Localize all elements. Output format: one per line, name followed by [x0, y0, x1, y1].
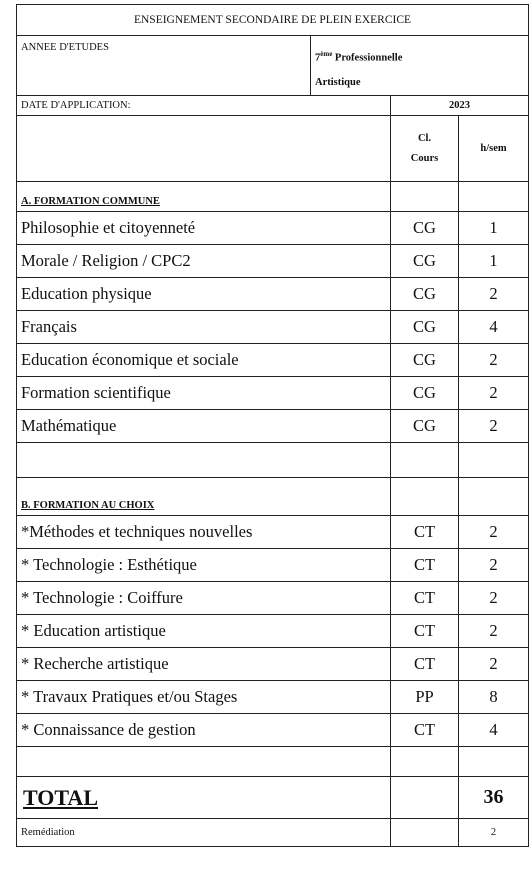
hours-cell: 2 [459, 377, 529, 410]
document-title: ENSEIGNEMENT SECONDAIRE DE PLEIN EXERCICE [17, 5, 529, 36]
class-cell: CT [391, 582, 459, 615]
section-choix-title: B. FORMATION AU CHOIX [17, 478, 391, 516]
remediation-label: Remédiation [17, 819, 391, 847]
section-choix-row [17, 478, 529, 516]
class-cell: CG [391, 311, 459, 344]
class-cell: CG [391, 278, 459, 311]
subject-cell: Morale / Religion / CPC2 [17, 245, 391, 278]
annee-label: ANNEE D'ETUDES [17, 36, 311, 96]
table-row [17, 311, 529, 344]
empty-cell [459, 478, 529, 516]
empty-cell [459, 747, 529, 777]
subject-cell: Français [17, 311, 391, 344]
hours-cell: 2 [459, 344, 529, 377]
annee-value-2: Artistique [315, 76, 361, 88]
subject-cell: * Travaux Pratiques et/ou Stages [17, 681, 391, 714]
section-commune-row [17, 182, 529, 212]
title-row [17, 5, 529, 36]
annee-value-1: Professionnelle [334, 52, 403, 64]
annee-sup: ème [320, 50, 333, 58]
empty-cell [391, 777, 459, 819]
annee-prefix: 7 [315, 52, 321, 64]
remediation-value: 2 [459, 819, 529, 847]
table-row [17, 212, 529, 245]
subject-cell: Formation scientifique [17, 377, 391, 410]
subject-cell: * Technologie : Coiffure [17, 582, 391, 615]
class-cell: CG [391, 344, 459, 377]
empty-cell [391, 819, 459, 847]
table-row [17, 582, 529, 615]
class-cell: CT [391, 516, 459, 549]
subject-cell: * Connaissance de gestion [17, 714, 391, 747]
hours-cell: 4 [459, 311, 529, 344]
class-cell: CG [391, 410, 459, 443]
hours-cell: 1 [459, 212, 529, 245]
total-label: TOTAL [17, 777, 391, 819]
class-cell: CG [391, 245, 459, 278]
table-row [17, 245, 529, 278]
annee-row [17, 36, 529, 96]
table-row [17, 549, 529, 582]
column-header-class-2: Cours [410, 152, 439, 164]
hours-cell: 2 [459, 516, 529, 549]
subject-cell: Education économique et sociale [17, 344, 391, 377]
section-commune-title: A. FORMATION COMMUNE [17, 182, 391, 212]
column-header-row [17, 116, 529, 182]
class-cell: CT [391, 615, 459, 648]
column-header-hours: h/sem [459, 116, 529, 182]
hours-cell: 2 [459, 410, 529, 443]
total-row [17, 777, 529, 819]
column-header-blank [17, 116, 391, 182]
column-header-class-1: Cl. [417, 132, 432, 144]
hours-cell: 2 [459, 582, 529, 615]
subject-cell: * Recherche artistique [17, 648, 391, 681]
table-row [17, 344, 529, 377]
empty-cell [391, 443, 459, 478]
subject-cell: * Education artistique [17, 615, 391, 648]
class-cell: CT [391, 714, 459, 747]
table-row [17, 410, 529, 443]
empty-cell [459, 443, 529, 478]
subject-cell: Education physique [17, 278, 391, 311]
column-header-class [391, 116, 459, 182]
hours-cell: 4 [459, 714, 529, 747]
schedule-table [16, 4, 529, 847]
class-cell: CG [391, 377, 459, 410]
spacer-row [17, 747, 529, 777]
subject-cell: Mathématique [17, 410, 391, 443]
table-row [17, 681, 529, 714]
table-row [17, 714, 529, 747]
subject-cell: * Technologie : Esthétique [17, 549, 391, 582]
empty-cell [17, 747, 391, 777]
table-row [17, 377, 529, 410]
date-label: DATE D'APPLICATION: [17, 96, 391, 116]
table-row [17, 516, 529, 549]
hours-cell: 2 [459, 615, 529, 648]
schedule-document [16, 4, 528, 847]
table-row [17, 278, 529, 311]
hours-cell: 8 [459, 681, 529, 714]
table-row [17, 615, 529, 648]
date-row [17, 96, 529, 116]
class-cell: CT [391, 549, 459, 582]
table-row [17, 648, 529, 681]
subject-cell: *Méthodes et techniques nouvelles [17, 516, 391, 549]
empty-cell [391, 747, 459, 777]
empty-cell [17, 443, 391, 478]
total-value: 36 [459, 777, 529, 819]
hours-cell: 2 [459, 648, 529, 681]
subject-cell: Philosophie et citoyenneté [17, 212, 391, 245]
date-value: 2023 [391, 96, 529, 116]
hours-cell: 1 [459, 245, 529, 278]
hours-cell: 2 [459, 549, 529, 582]
empty-cell [391, 182, 459, 212]
class-cell: PP [391, 681, 459, 714]
empty-cell [391, 478, 459, 516]
class-cell: CG [391, 212, 459, 245]
remediation-row [17, 819, 529, 847]
annee-value [311, 36, 529, 96]
empty-cell [459, 182, 529, 212]
class-cell: CT [391, 648, 459, 681]
hours-cell: 2 [459, 278, 529, 311]
spacer-row [17, 443, 529, 478]
